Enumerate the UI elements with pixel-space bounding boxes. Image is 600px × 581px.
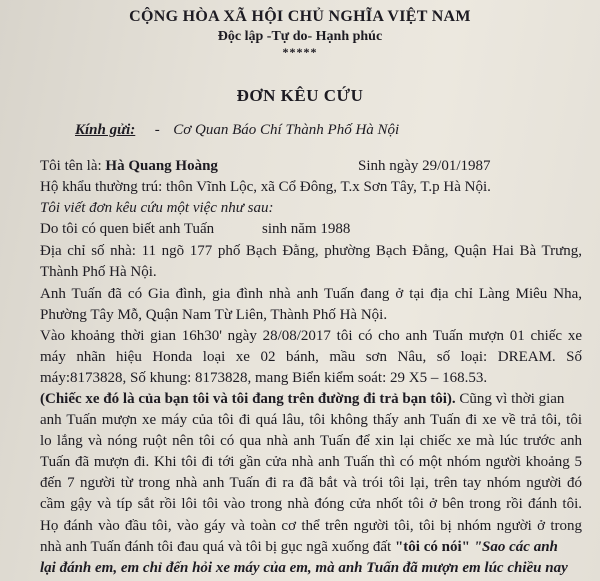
recipient-label: Kính gửi: xyxy=(75,122,136,138)
intro-line: Tôi viết đơn kêu cứu một việc như sau: xyxy=(40,200,274,216)
assault-quote-said: "tôi có nói" xyxy=(394,539,470,555)
assault-line2-a: nhà anh Tuấn đánh tôi đau quá và tôi bị gục ngã xuống đất xyxy=(40,539,395,555)
incident-line5: đến 7 người từ trong nhà anh Tuấn đi ra đã bắt và trói tôi lại, trên tay nhóm người đó xyxy=(40,475,582,491)
assault-line3: lại đánh em, em chỉ đến hỏi xe máy của em, mà anh Tuấn đã mượn em lúc chiều nay xyxy=(40,560,568,576)
applicant-name: Hà Quang Hoàng xyxy=(105,158,218,174)
incident-bold: (Chiếc xe đó là của bạn tôi và tôi đang trên đường đi trả bạn tôi). xyxy=(40,391,456,407)
applicant-address: Hộ khẩu thường trú: thôn Vĩnh Lộc, xã Cổ Đông, T.x Sơn Tây, T.p Hà Nội. xyxy=(40,179,491,195)
motto-stars: ***** xyxy=(282,45,318,59)
known-born: sinh năm 1988 xyxy=(262,221,351,237)
name-label: Tôi tên là: xyxy=(40,158,102,174)
incident-line4: Tuấn đã mượn đi. Khi tôi đi tới gần cửa nhà anh Tuấn thì có một nhóm người khoảng 5 xyxy=(40,454,582,470)
recipient-line xyxy=(75,121,399,140)
known-text: Do tôi có quen biết anh Tuấn xyxy=(40,221,215,237)
nation-header: CỘNG HÒA XÃ HỘI CHỦ NGHĨA VIỆT NAM xyxy=(129,8,471,25)
incident-line6: cầm gậy và típ sắt rồi lôi tôi vào trong nhà đóng cửa nhốt tôi ở bên trong rồi đánh tôi. xyxy=(40,496,582,512)
document-title: ĐƠN KÊU CỨU xyxy=(236,86,364,105)
incident-line1 xyxy=(40,390,564,409)
recipient-dash: - xyxy=(154,122,160,138)
loan-line2: máy nhãn hiệu Honda loại xe 02 bánh, mầu sơn Nâu, số loại: DREAM. Số xyxy=(40,349,582,365)
assault-line2 xyxy=(40,538,558,557)
incident-line2: anh Tuấn mượn xe máy của tôi đi quá lâu, tôi không thấy anh Tuấn đi xe về trả tôi, tôi xyxy=(40,412,582,428)
incident-line1-rest: Cũng vì thời gian xyxy=(455,391,565,407)
applicant-dob: Sinh ngày 29/01/1987 xyxy=(358,158,491,174)
loan-line3: máy:8173828, Số khung: 8173828, mang Biển kiểm soát: 29 X5 – 168.53. xyxy=(40,370,488,386)
tuan-address-line2: Thành Phố Hà Nội. xyxy=(40,264,157,280)
tuan-address-line1: Địa chỉ số nhà: 11 ngõ 177 phố Bạch Đằng, phường Bạch Đằng, Quận Hai Bà Trưng, xyxy=(40,243,582,259)
applicant-name-line xyxy=(40,157,218,176)
incident-line3: lo lắng và nóng ruột nên tôi có qua nhà anh Tuấn để xin lại chiếc xe mà lúc trước anh xyxy=(40,433,582,449)
assault-quote-start: "Sao các anh xyxy=(469,539,558,555)
family-line1: Anh Tuấn đã có Gia đình, gia đình nhà anh Tuấn đang ở tại địa chỉ Làng Miêu Nha, xyxy=(40,286,582,302)
loan-line1: Vào khoảng thời gian 16h30' ngày 28/08/2017 tôi có cho anh Tuấn mượn 01 chiếc xe xyxy=(40,328,582,344)
family-line2: Phường Tây Mỗ, Quận Nam Từ Liên, Thành Phố Hà Nội. xyxy=(40,307,388,323)
motto: Độc lập -Tự do- Hạnh phúc xyxy=(217,29,383,44)
recipient-name: Cơ Quan Báo Chí Thành Phố Hà Nội xyxy=(173,122,400,138)
assault-line1: Họ đánh vào đầu tôi, vào gáy và toàn cơ thể trên người tôi, tôi bị nhóm người ở trong xyxy=(40,518,582,534)
